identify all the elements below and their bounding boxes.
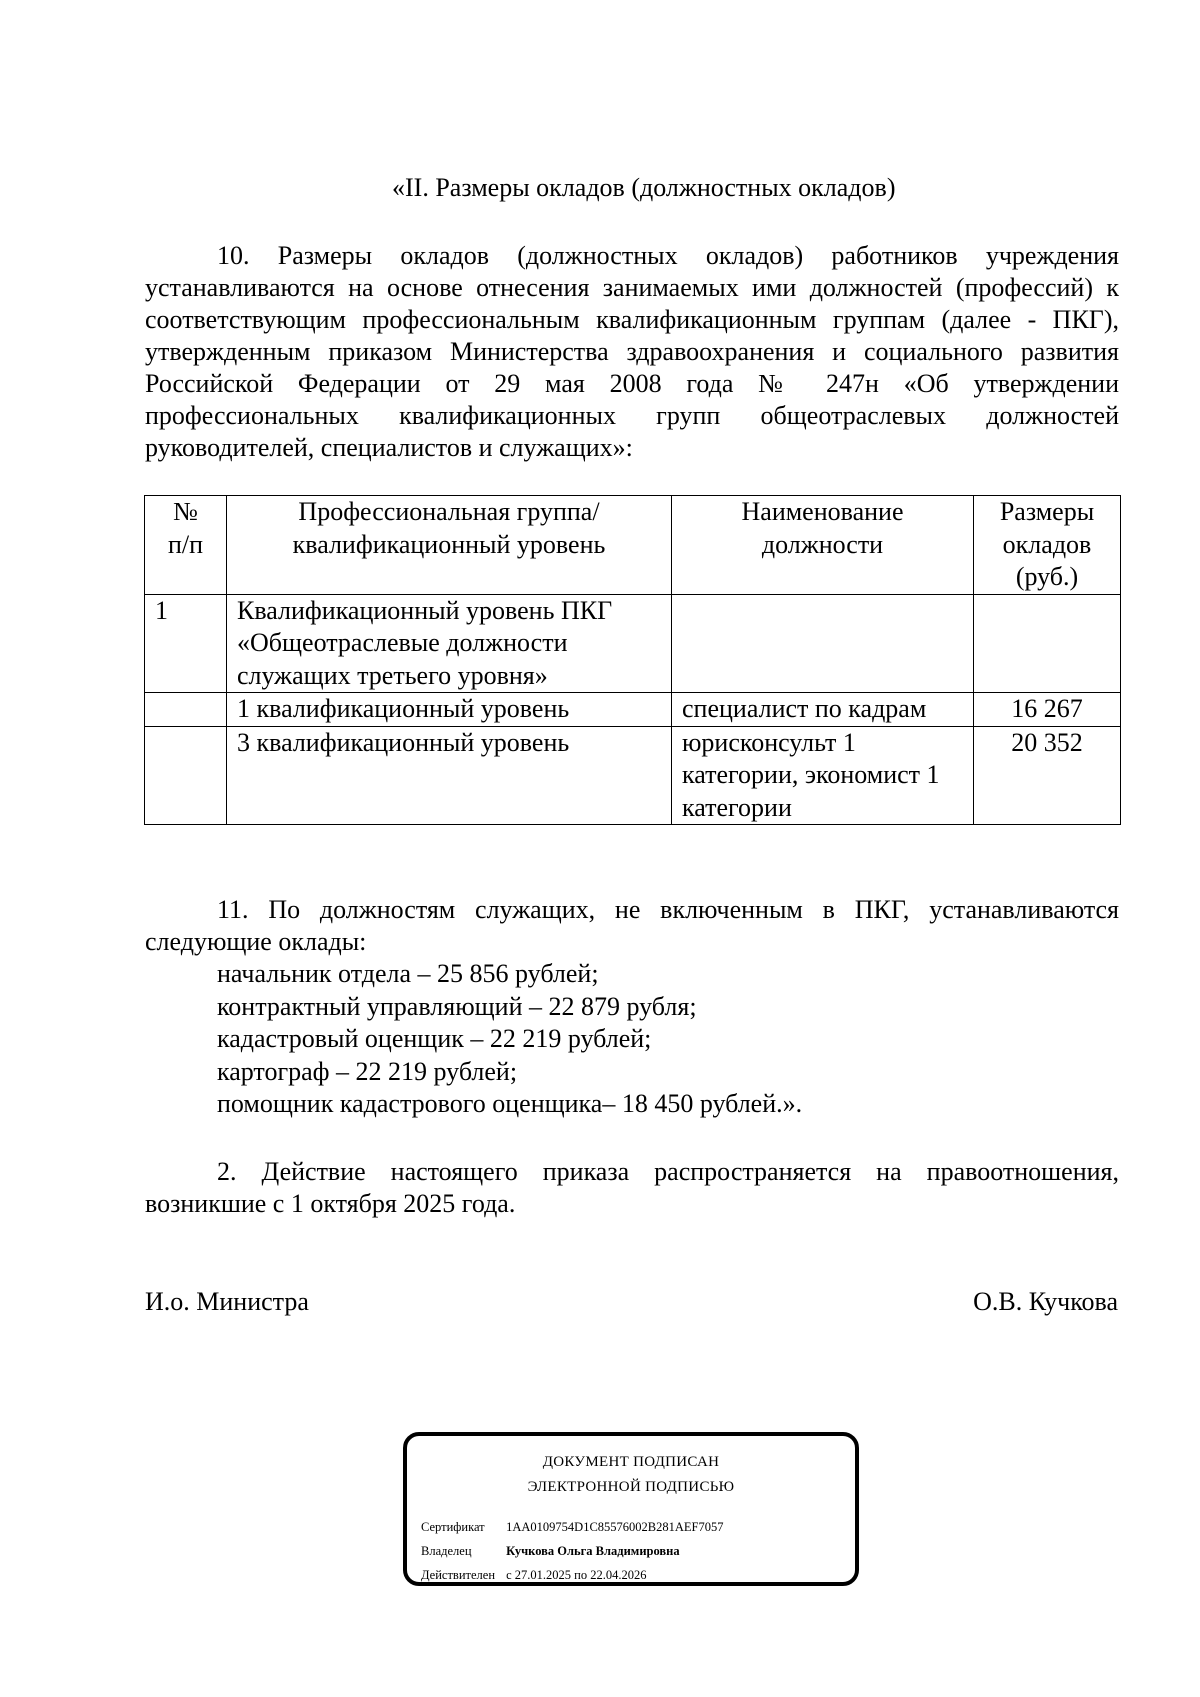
paragraph-11: 11. По должностям служащих, не включенным в ПКГ, устанавливаются следующие оклады: bbox=[145, 895, 1119, 956]
list-item: кадастровый оценщик – 22 219 рублей; bbox=[217, 1024, 652, 1053]
list-item: начальник отдела – 25 856 рублей; bbox=[217, 959, 599, 988]
stamp-owner: Владелец Кучкова Ольга Владимировна bbox=[421, 1544, 680, 1558]
table-header-row bbox=[145, 496, 1121, 595]
salary-table bbox=[144, 495, 1121, 825]
cell-salary: 20 352 bbox=[974, 726, 1121, 825]
header-salary: Размеры окладов (руб.) bbox=[974, 496, 1121, 595]
signatory-name: О.В. Кучкова bbox=[973, 1287, 1118, 1316]
list-item: картограф – 22 219 рублей; bbox=[217, 1056, 518, 1086]
list-item: помощник кадастрового оценщика– 18 450 рублей.». bbox=[217, 1089, 803, 1118]
cell-position: специалист по кадрам bbox=[672, 693, 974, 727]
cell-group: 1 квалификационный уровень bbox=[227, 693, 672, 727]
cell-salary: 16 267 bbox=[974, 693, 1121, 727]
stamp-validity: Действителен с 27.01.2025 по 22.04.2026 bbox=[421, 1568, 647, 1582]
signatory-title: И.о. Министра bbox=[145, 1287, 309, 1316]
header-position: Наименование должности bbox=[672, 496, 974, 595]
table-row bbox=[145, 594, 1121, 693]
section-heading: «II. Размеры окладов (должностных окладов) bbox=[392, 173, 896, 202]
header-group: Профессиональная группа/ квалификационный уровень bbox=[227, 496, 672, 595]
paragraph-2: 2. Действие настоящего приказа распространяется на правоотношения, возникшие с 1 октября 2025 года. bbox=[145, 1157, 1119, 1218]
cell-salary bbox=[974, 594, 1121, 693]
list-item: контрактный управляющий – 22 879 рубля; bbox=[217, 991, 697, 1021]
header-number: № п/п bbox=[145, 496, 227, 595]
cell-number bbox=[145, 726, 227, 825]
salary-list bbox=[217, 958, 802, 1121]
stamp-title: ДОКУМЕНТ ПОДПИСАН ЭЛЕКТРОННОЙ ПОДПИСЬЮ bbox=[527, 1454, 735, 1495]
paragraph-10: 10. Размеры окладов (должностных окладов) работников учреждения устанавливаются на основе отнесения занимаемых ими должностей (профессий) к соответствующим профессиональным квалификационным группам (далее - ПКГ), утвержденным приказом Министерства здравоохранения и социального развития Российской Федерации от 29 мая 2008 года № 247н «Об утверждении профессиональных квалификационных групп общеотраслевых должностей руководителей, специалистов и служащих»: bbox=[145, 241, 1119, 462]
cell-position bbox=[672, 594, 974, 693]
cell-number: 1 bbox=[145, 594, 227, 693]
cell-group: 3 квалификационный уровень bbox=[227, 726, 672, 825]
cell-number bbox=[145, 693, 227, 727]
cell-group: Квалификационный уровень ПКГ «Общеотраслевые должности служащих третьего уровня» bbox=[227, 594, 672, 693]
table-row bbox=[145, 693, 1121, 727]
stamp-certificate: Сертификат 1AA0109754D1C85576002B281AEF7057 bbox=[421, 1520, 724, 1534]
table-row bbox=[145, 726, 1121, 825]
electronic-signature-stamp bbox=[403, 1432, 859, 1586]
cell-position: юрисконсульт 1 категории, экономист 1 категории bbox=[672, 726, 974, 825]
